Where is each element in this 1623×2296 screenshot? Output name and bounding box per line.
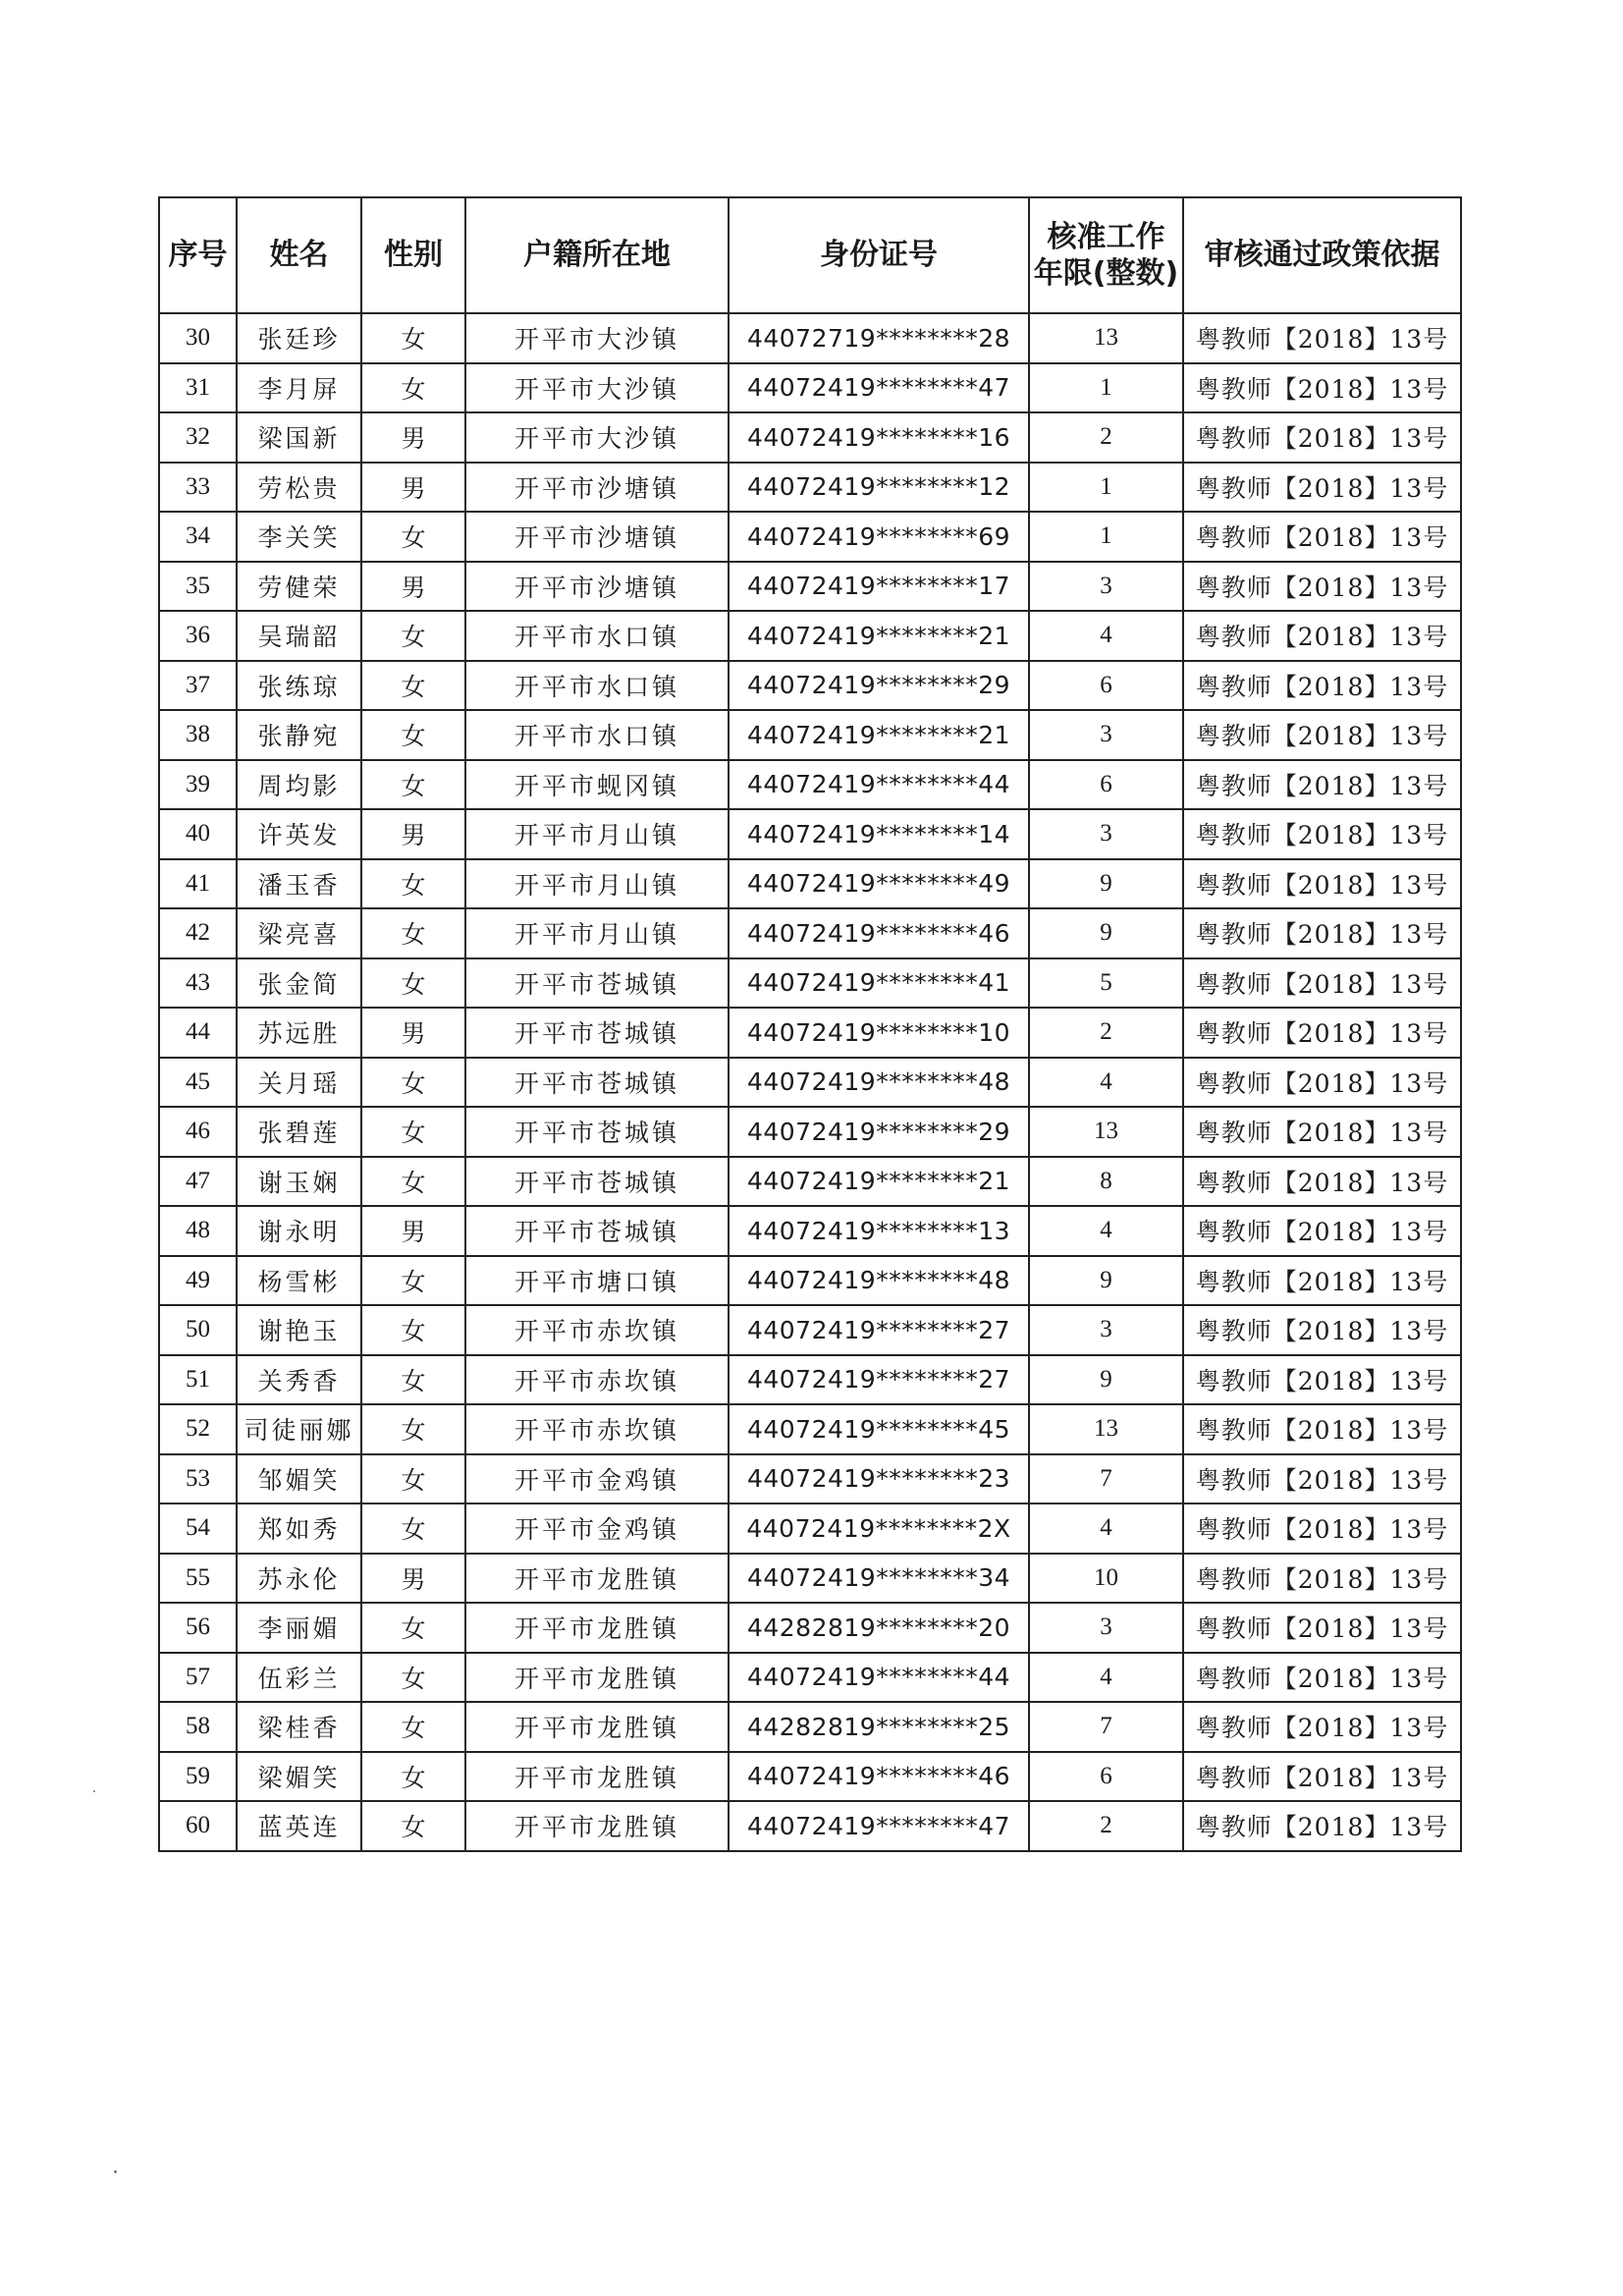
- cell-approved-years: 3: [1029, 562, 1183, 612]
- cell-serial-no: 32: [159, 412, 237, 463]
- cell-policy-basis: 粤教师【2018】13号: [1183, 611, 1461, 661]
- table-row: [159, 859, 1461, 909]
- cell-approved-years: 9: [1029, 1256, 1183, 1306]
- cell-name: 潘玉香: [237, 859, 361, 909]
- table-header: [159, 197, 1461, 313]
- cell-id-number: 44072419********44: [729, 1653, 1029, 1703]
- cell-household-location: 开平市赤坎镇: [465, 1305, 729, 1355]
- cell-policy-basis: 粤教师【2018】13号: [1183, 1256, 1461, 1306]
- cell-serial-no: 46: [159, 1107, 237, 1157]
- table-row: [159, 1702, 1461, 1752]
- cell-household-location: 开平市沙塘镇: [465, 562, 729, 612]
- cell-name: 李丽媚: [237, 1603, 361, 1653]
- cell-policy-basis: 粤教师【2018】13号: [1183, 661, 1461, 711]
- cell-id-number: 44072419********29: [729, 661, 1029, 711]
- cell-approved-years: 7: [1029, 1702, 1183, 1752]
- cell-household-location: 开平市蚬冈镇: [465, 760, 729, 810]
- cell-household-location: 开平市月山镇: [465, 908, 729, 958]
- cell-name: 李关笑: [237, 512, 361, 562]
- cell-id-number: 44072419********27: [729, 1355, 1029, 1405]
- cell-gender: 男: [361, 412, 465, 463]
- cell-gender: 女: [361, 611, 465, 661]
- cell-policy-basis: 粤教师【2018】13号: [1183, 1653, 1461, 1703]
- cell-approved-years: 4: [1029, 611, 1183, 661]
- cell-approved-years: 1: [1029, 363, 1183, 413]
- cell-gender: 女: [361, 958, 465, 1009]
- cell-policy-basis: 粤教师【2018】13号: [1183, 1157, 1461, 1207]
- cell-name: 伍彩兰: [237, 1653, 361, 1703]
- cell-household-location: 开平市苍城镇: [465, 1008, 729, 1058]
- scan-speck: [93, 1790, 95, 1792]
- cell-name: 梁亮喜: [237, 908, 361, 958]
- cell-household-location: 开平市沙塘镇: [465, 512, 729, 562]
- cell-household-location: 开平市水口镇: [465, 710, 729, 760]
- cell-household-location: 开平市龙胜镇: [465, 1702, 729, 1752]
- cell-policy-basis: 粤教师【2018】13号: [1183, 1206, 1461, 1256]
- cell-household-location: 开平市龙胜镇: [465, 1801, 729, 1851]
- cell-approved-years: 13: [1029, 1404, 1183, 1454]
- cell-serial-no: 51: [159, 1355, 237, 1405]
- cell-approved-years: 4: [1029, 1653, 1183, 1703]
- cell-name: 苏永伦: [237, 1554, 361, 1604]
- table-row: [159, 1603, 1461, 1653]
- cell-name: 苏远胜: [237, 1008, 361, 1058]
- cell-policy-basis: 粤教师【2018】13号: [1183, 710, 1461, 760]
- cell-name: 郑如秀: [237, 1503, 361, 1554]
- cell-policy-basis: 粤教师【2018】13号: [1183, 1702, 1461, 1752]
- table-row: [159, 661, 1461, 711]
- cell-gender: 女: [361, 1603, 465, 1653]
- cell-name: 劳健荣: [237, 562, 361, 612]
- cell-name: 许英发: [237, 809, 361, 859]
- cell-household-location: 开平市龙胜镇: [465, 1752, 729, 1802]
- cell-approved-years: 4: [1029, 1206, 1183, 1256]
- cell-policy-basis: 粤教师【2018】13号: [1183, 1107, 1461, 1157]
- table-row: [159, 512, 1461, 562]
- cell-name: 张碧莲: [237, 1107, 361, 1157]
- cell-gender: 女: [361, 661, 465, 711]
- cell-id-number: 44072419********2X: [729, 1503, 1029, 1554]
- cell-serial-no: 34: [159, 512, 237, 562]
- cell-id-number: 44072419********46: [729, 908, 1029, 958]
- cell-name: 谢玉娴: [237, 1157, 361, 1207]
- cell-gender: 女: [361, 760, 465, 810]
- cell-gender: 女: [361, 710, 465, 760]
- cell-id-number: 44072419********23: [729, 1454, 1029, 1504]
- cell-gender: 女: [361, 1702, 465, 1752]
- cell-gender: 男: [361, 1554, 465, 1604]
- cell-policy-basis: 粤教师【2018】13号: [1183, 1554, 1461, 1604]
- cell-household-location: 开平市月山镇: [465, 859, 729, 909]
- cell-name: 司徒丽娜: [237, 1404, 361, 1454]
- table-body: [159, 313, 1461, 1851]
- cell-serial-no: 48: [159, 1206, 237, 1256]
- table-row: [159, 809, 1461, 859]
- cell-id-number: 44072419********47: [729, 363, 1029, 413]
- cell-household-location: 开平市水口镇: [465, 661, 729, 711]
- cell-serial-no: 36: [159, 611, 237, 661]
- table-row: [159, 1404, 1461, 1454]
- table-row: [159, 463, 1461, 513]
- cell-serial-no: 56: [159, 1603, 237, 1653]
- cell-approved-years: 13: [1029, 1107, 1183, 1157]
- cell-gender: 女: [361, 363, 465, 413]
- cell-serial-no: 43: [159, 958, 237, 1009]
- cell-household-location: 开平市大沙镇: [465, 313, 729, 363]
- cell-approved-years: 3: [1029, 1305, 1183, 1355]
- cell-name: 杨雪彬: [237, 1256, 361, 1306]
- cell-approved-years: 1: [1029, 463, 1183, 513]
- table-row: [159, 412, 1461, 463]
- cell-policy-basis: 粤教师【2018】13号: [1183, 1752, 1461, 1802]
- table-row: [159, 1058, 1461, 1108]
- cell-gender: 女: [361, 1107, 465, 1157]
- cell-household-location: 开平市水口镇: [465, 611, 729, 661]
- cell-household-location: 开平市大沙镇: [465, 412, 729, 463]
- cell-id-number: 44072419********44: [729, 760, 1029, 810]
- cell-policy-basis: 粤教师【2018】13号: [1183, 958, 1461, 1009]
- cell-id-number: 44282819********25: [729, 1702, 1029, 1752]
- cell-household-location: 开平市沙塘镇: [465, 463, 729, 513]
- cell-approved-years: 10: [1029, 1554, 1183, 1604]
- cell-serial-no: 58: [159, 1702, 237, 1752]
- cell-serial-no: 31: [159, 363, 237, 413]
- cell-gender: 女: [361, 1801, 465, 1851]
- cell-approved-years: 1: [1029, 512, 1183, 562]
- cell-gender: 女: [361, 908, 465, 958]
- cell-id-number: 44072419********29: [729, 1107, 1029, 1157]
- table-row: [159, 1256, 1461, 1306]
- cell-approved-years: 7: [1029, 1454, 1183, 1504]
- cell-gender: 女: [361, 1653, 465, 1703]
- cell-approved-years: 3: [1029, 1603, 1183, 1653]
- cell-policy-basis: 粤教师【2018】13号: [1183, 363, 1461, 413]
- cell-gender: 男: [361, 562, 465, 612]
- cell-serial-no: 35: [159, 562, 237, 612]
- cell-policy-basis: 粤教师【2018】13号: [1183, 313, 1461, 363]
- cell-household-location: 开平市金鸡镇: [465, 1454, 729, 1504]
- header-serial-no: 序号: [159, 197, 237, 313]
- cell-id-number: 44072419********14: [729, 809, 1029, 859]
- cell-approved-years: 6: [1029, 661, 1183, 711]
- cell-approved-years: 9: [1029, 859, 1183, 909]
- cell-serial-no: 39: [159, 760, 237, 810]
- cell-id-number: 44072419********21: [729, 611, 1029, 661]
- table-row: [159, 1503, 1461, 1554]
- cell-serial-no: 45: [159, 1058, 237, 1108]
- scan-speck: [114, 2170, 117, 2173]
- cell-name: 周均影: [237, 760, 361, 810]
- header-approved-years-line1: 核准工作: [1047, 219, 1165, 254]
- cell-name: 邹媚笑: [237, 1454, 361, 1504]
- cell-name: 劳松贵: [237, 463, 361, 513]
- cell-policy-basis: 粤教师【2018】13号: [1183, 760, 1461, 810]
- header-approved-years-line2: 年限(整数): [1033, 256, 1179, 291]
- cell-id-number: 44072419********48: [729, 1256, 1029, 1306]
- cell-name: 谢艳玉: [237, 1305, 361, 1355]
- cell-policy-basis: 粤教师【2018】13号: [1183, 1404, 1461, 1454]
- cell-household-location: 开平市苍城镇: [465, 1157, 729, 1207]
- cell-household-location: 开平市龙胜镇: [465, 1653, 729, 1703]
- cell-policy-basis: 粤教师【2018】13号: [1183, 1305, 1461, 1355]
- cell-id-number: 44072719********28: [729, 313, 1029, 363]
- cell-serial-no: 42: [159, 908, 237, 958]
- table-row: [159, 1653, 1461, 1703]
- cell-policy-basis: 粤教师【2018】13号: [1183, 412, 1461, 463]
- cell-policy-basis: 粤教师【2018】13号: [1183, 1058, 1461, 1108]
- table-row: [159, 313, 1461, 363]
- table-row: [159, 611, 1461, 661]
- cell-household-location: 开平市金鸡镇: [465, 1503, 729, 1554]
- cell-approved-years: 2: [1029, 1008, 1183, 1058]
- cell-household-location: 开平市赤坎镇: [465, 1404, 729, 1454]
- header-household-location: 户籍所在地: [465, 197, 729, 313]
- table-row: [159, 1752, 1461, 1802]
- header-row: [159, 197, 1461, 313]
- cell-id-number: 44072419********21: [729, 710, 1029, 760]
- cell-id-number: 44072419********17: [729, 562, 1029, 612]
- cell-serial-no: 47: [159, 1157, 237, 1207]
- cell-serial-no: 50: [159, 1305, 237, 1355]
- cell-policy-basis: 粤教师【2018】13号: [1183, 1503, 1461, 1554]
- cell-serial-no: 57: [159, 1653, 237, 1703]
- cell-approved-years: 4: [1029, 1058, 1183, 1108]
- table-row: [159, 1554, 1461, 1604]
- table-row: [159, 1305, 1461, 1355]
- cell-serial-no: 30: [159, 313, 237, 363]
- header-gender: 性别: [361, 197, 465, 313]
- cell-id-number: 44072419********47: [729, 1801, 1029, 1851]
- table-row: [159, 1008, 1461, 1058]
- cell-approved-years: 2: [1029, 1801, 1183, 1851]
- table-row: [159, 1801, 1461, 1851]
- header-name: 姓名: [237, 197, 361, 313]
- cell-approved-years: 3: [1029, 809, 1183, 859]
- cell-id-number: 44072419********13: [729, 1206, 1029, 1256]
- table-row: [159, 710, 1461, 760]
- cell-id-number: 44072419********10: [729, 1008, 1029, 1058]
- cell-serial-no: 55: [159, 1554, 237, 1604]
- cell-approved-years: 4: [1029, 1503, 1183, 1554]
- cell-name: 梁国新: [237, 412, 361, 463]
- cell-id-number: 44072419********27: [729, 1305, 1029, 1355]
- cell-gender: 女: [361, 1305, 465, 1355]
- cell-serial-no: 40: [159, 809, 237, 859]
- cell-serial-no: 41: [159, 859, 237, 909]
- table-row: [159, 958, 1461, 1009]
- cell-household-location: 开平市塘口镇: [465, 1256, 729, 1306]
- cell-household-location: 开平市月山镇: [465, 809, 729, 859]
- cell-gender: 女: [361, 859, 465, 909]
- cell-serial-no: 60: [159, 1801, 237, 1851]
- cell-serial-no: 37: [159, 661, 237, 711]
- header-approved-years: [1029, 197, 1183, 313]
- cell-gender: 女: [361, 1355, 465, 1405]
- cell-name: 梁媚笑: [237, 1752, 361, 1802]
- cell-name: 张练琼: [237, 661, 361, 711]
- cell-id-number: 44072419********46: [729, 1752, 1029, 1802]
- cell-approved-years: 2: [1029, 412, 1183, 463]
- cell-serial-no: 38: [159, 710, 237, 760]
- cell-name: 梁桂香: [237, 1702, 361, 1752]
- cell-approved-years: 5: [1029, 958, 1183, 1009]
- cell-id-number: 44072419********21: [729, 1157, 1029, 1207]
- cell-policy-basis: 粤教师【2018】13号: [1183, 512, 1461, 562]
- cell-gender: 女: [361, 313, 465, 363]
- cell-gender: 女: [361, 1256, 465, 1306]
- cell-household-location: 开平市苍城镇: [465, 1107, 729, 1157]
- cell-policy-basis: 粤教师【2018】13号: [1183, 859, 1461, 909]
- cell-serial-no: 53: [159, 1454, 237, 1504]
- cell-approved-years: 13: [1029, 313, 1183, 363]
- cell-policy-basis: 粤教师【2018】13号: [1183, 562, 1461, 612]
- cell-name: 吴瑞韶: [237, 611, 361, 661]
- cell-household-location: 开平市苍城镇: [465, 1206, 729, 1256]
- cell-household-location: 开平市苍城镇: [465, 958, 729, 1009]
- table-row: [159, 1355, 1461, 1405]
- cell-policy-basis: 粤教师【2018】13号: [1183, 1603, 1461, 1653]
- cell-household-location: 开平市大沙镇: [465, 363, 729, 413]
- cell-name: 蓝英连: [237, 1801, 361, 1851]
- cell-gender: 男: [361, 463, 465, 513]
- cell-gender: 女: [361, 512, 465, 562]
- cell-policy-basis: 粤教师【2018】13号: [1183, 1355, 1461, 1405]
- cell-name: 关月瑶: [237, 1058, 361, 1108]
- cell-id-number: 44072419********12: [729, 463, 1029, 513]
- cell-household-location: 开平市苍城镇: [465, 1058, 729, 1108]
- cell-id-number: 44072419********34: [729, 1554, 1029, 1604]
- header-id-number: 身份证号: [729, 197, 1029, 313]
- cell-approved-years: 9: [1029, 1355, 1183, 1405]
- table-row: [159, 562, 1461, 612]
- cell-policy-basis: 粤教师【2018】13号: [1183, 1454, 1461, 1504]
- cell-approved-years: 6: [1029, 1752, 1183, 1802]
- table-row: [159, 1157, 1461, 1207]
- cell-household-location: 开平市龙胜镇: [465, 1554, 729, 1604]
- cell-name: 张廷珍: [237, 313, 361, 363]
- teacher-roster-table: [158, 196, 1462, 1852]
- cell-id-number: 44072419********69: [729, 512, 1029, 562]
- cell-policy-basis: 粤教师【2018】13号: [1183, 1008, 1461, 1058]
- cell-gender: 女: [361, 1454, 465, 1504]
- cell-household-location: 开平市龙胜镇: [465, 1603, 729, 1653]
- cell-id-number: 44072419********16: [729, 412, 1029, 463]
- cell-name: 李月屏: [237, 363, 361, 413]
- cell-id-number: 44072419********49: [729, 859, 1029, 909]
- cell-approved-years: 6: [1029, 760, 1183, 810]
- cell-id-number: 44072419********45: [729, 1404, 1029, 1454]
- cell-approved-years: 8: [1029, 1157, 1183, 1207]
- cell-gender: 女: [361, 1157, 465, 1207]
- cell-id-number: 44282819********20: [729, 1603, 1029, 1653]
- cell-gender: 女: [361, 1752, 465, 1802]
- cell-approved-years: 9: [1029, 908, 1183, 958]
- cell-serial-no: 54: [159, 1503, 237, 1554]
- cell-serial-no: 59: [159, 1752, 237, 1802]
- cell-gender: 男: [361, 1008, 465, 1058]
- table-row: [159, 760, 1461, 810]
- cell-name: 关秀香: [237, 1355, 361, 1405]
- cell-id-number: 44072419********48: [729, 1058, 1029, 1108]
- cell-id-number: 44072419********41: [729, 958, 1029, 1009]
- table-row: [159, 1206, 1461, 1256]
- cell-name: 谢永明: [237, 1206, 361, 1256]
- cell-policy-basis: 粤教师【2018】13号: [1183, 1801, 1461, 1851]
- cell-serial-no: 33: [159, 463, 237, 513]
- cell-name: 张静宛: [237, 710, 361, 760]
- cell-gender: 男: [361, 1206, 465, 1256]
- table-row: [159, 1107, 1461, 1157]
- table-row: [159, 363, 1461, 413]
- cell-serial-no: 44: [159, 1008, 237, 1058]
- cell-name: 张金简: [237, 958, 361, 1009]
- cell-gender: 女: [361, 1503, 465, 1554]
- cell-policy-basis: 粤教师【2018】13号: [1183, 463, 1461, 513]
- table-row: [159, 908, 1461, 958]
- cell-approved-years: 3: [1029, 710, 1183, 760]
- cell-household-location: 开平市赤坎镇: [465, 1355, 729, 1405]
- table-row: [159, 1454, 1461, 1504]
- cell-policy-basis: 粤教师【2018】13号: [1183, 809, 1461, 859]
- cell-policy-basis: 粤教师【2018】13号: [1183, 908, 1461, 958]
- cell-serial-no: 52: [159, 1404, 237, 1454]
- cell-gender: 女: [361, 1058, 465, 1108]
- cell-gender: 女: [361, 1404, 465, 1454]
- cell-serial-no: 49: [159, 1256, 237, 1306]
- header-policy-basis: 审核通过政策依据: [1183, 197, 1461, 313]
- cell-gender: 男: [361, 809, 465, 859]
